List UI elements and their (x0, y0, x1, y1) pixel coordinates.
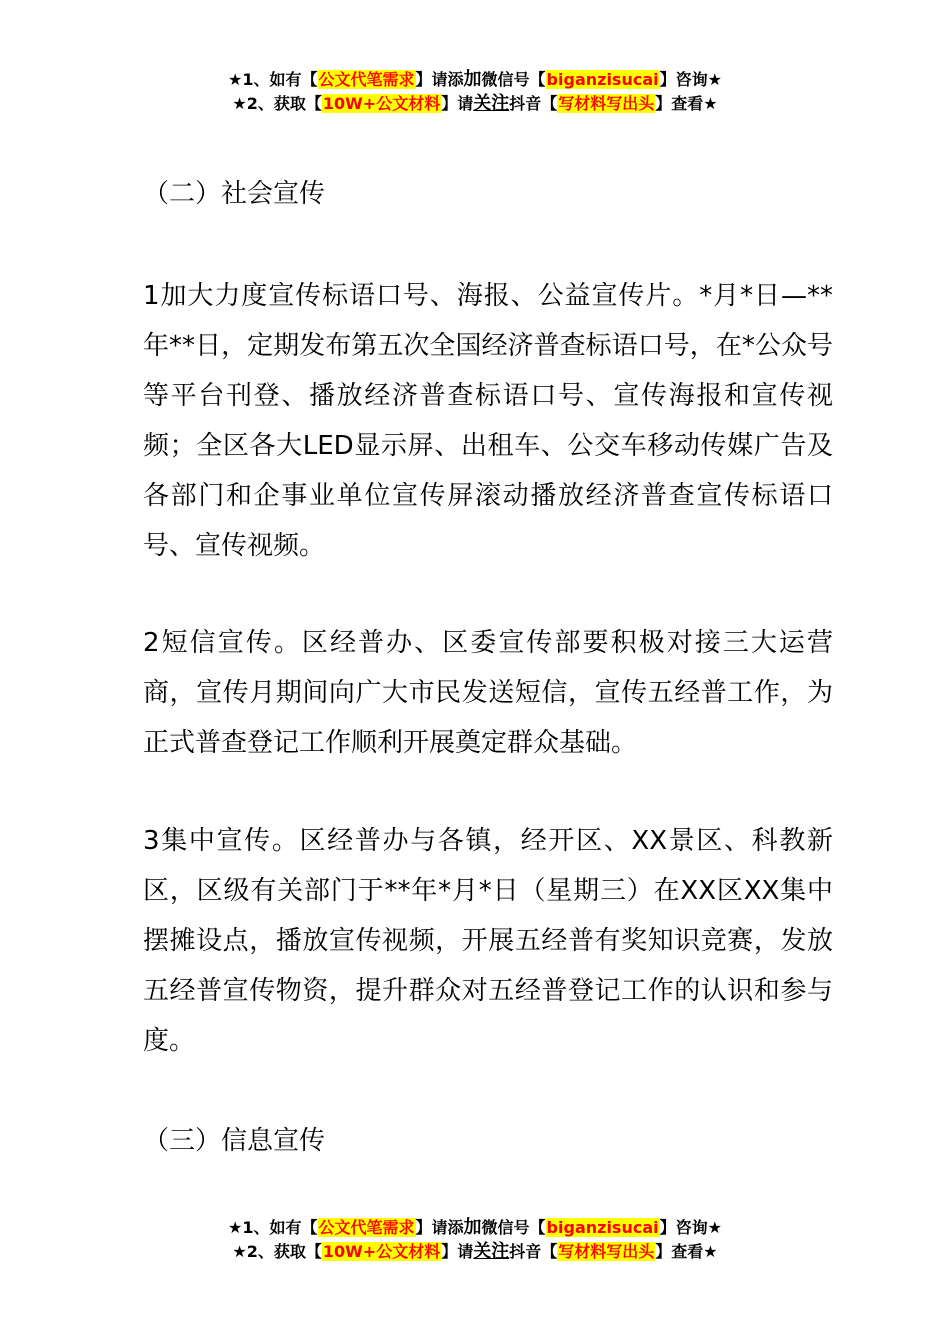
banner-text: ★1、如有【 (228, 1218, 318, 1237)
banner-text: 】请 (441, 94, 474, 113)
banner-line-1 (0, 68, 950, 92)
banner-text: 】咨询★ (659, 1218, 722, 1237)
banner-text: 】请 (441, 1242, 474, 1261)
banner-line-1 (0, 1216, 950, 1240)
banner-text: 】咨询★ (659, 70, 722, 89)
banner-highlight: 10W+公文材料 (322, 1242, 441, 1261)
banner-emphasis: 关注 (473, 93, 510, 114)
banner-emphasis: 关注 (473, 1241, 510, 1262)
banner-highlight: biganzisucai (546, 1218, 659, 1237)
banner-text: ★2、获取【 (232, 94, 322, 113)
banner-text: 微信号【 (481, 70, 546, 89)
paragraph-2: 2短信宣传。区经普办、区委宣传部要积极对接三大运营商，宣传月期间向广大市民发送短信，宣传五经普工作，为正式普查登记工作顺利开展奠定群众基础。 (143, 628, 833, 758)
banner-line-2 (0, 92, 950, 116)
banner-text: 】查看★ (655, 1242, 718, 1261)
banner-text: 】查看★ (655, 94, 718, 113)
section-heading-3: （三）信息宣传 (143, 1126, 326, 1156)
paragraph-3: 3集中宣传。区经普办与各镇，经开区、XX景区、科教新区，区级有关部门于**年*月*日（星期三）在XX区XX集中摆摊设点，播放宣传视频，开展五经普有奖知识竞赛，发放五经普宣传物资，提升群众对五经普登记工作的认识和参与度。 (143, 826, 833, 1056)
banner-text: 微信号【 (481, 1218, 546, 1237)
banner-text: 】请添 (415, 70, 464, 89)
banner-text: ★1、如有【 (228, 70, 318, 89)
bottom-banner (0, 1216, 950, 1264)
banner-highlight: biganzisucai (546, 70, 659, 89)
banner-highlight: 10W+公文材料 (322, 94, 441, 113)
banner-highlight: 公文代笔需求 (318, 1218, 415, 1237)
banner-text: 抖音【 (509, 94, 558, 113)
paragraph-1: 1加大力度宣传标语口号、海报、公益宣传片。*月*日—**年**日，定期发布第五次全国经济普查标语口号，在*公众号等平台刊登、播放经济普查标语口号、宣传海报和宣传视频；全区各大LED显示屏、出租车、公交车移动传媒广告及各部门和企事业单位宣传屏滚动播放经济普查宣传标语口号、宣传视频。 (143, 281, 833, 561)
banner-highlight: 写材料写出头 (558, 94, 655, 113)
banner-text: 抖音【 (509, 1242, 558, 1261)
banner-emphasis: 加 (463, 69, 482, 90)
section-heading-2: （二）社会宣传 (143, 179, 326, 209)
banner-highlight: 写材料写出头 (558, 1242, 655, 1261)
banner-text: ★2、获取【 (232, 1242, 322, 1261)
banner-text: 】请添 (415, 1218, 464, 1237)
banner-line-2 (0, 1240, 950, 1264)
banner-emphasis: 加 (463, 1217, 482, 1238)
top-banner (0, 68, 950, 116)
banner-highlight: 公文代笔需求 (318, 70, 415, 89)
